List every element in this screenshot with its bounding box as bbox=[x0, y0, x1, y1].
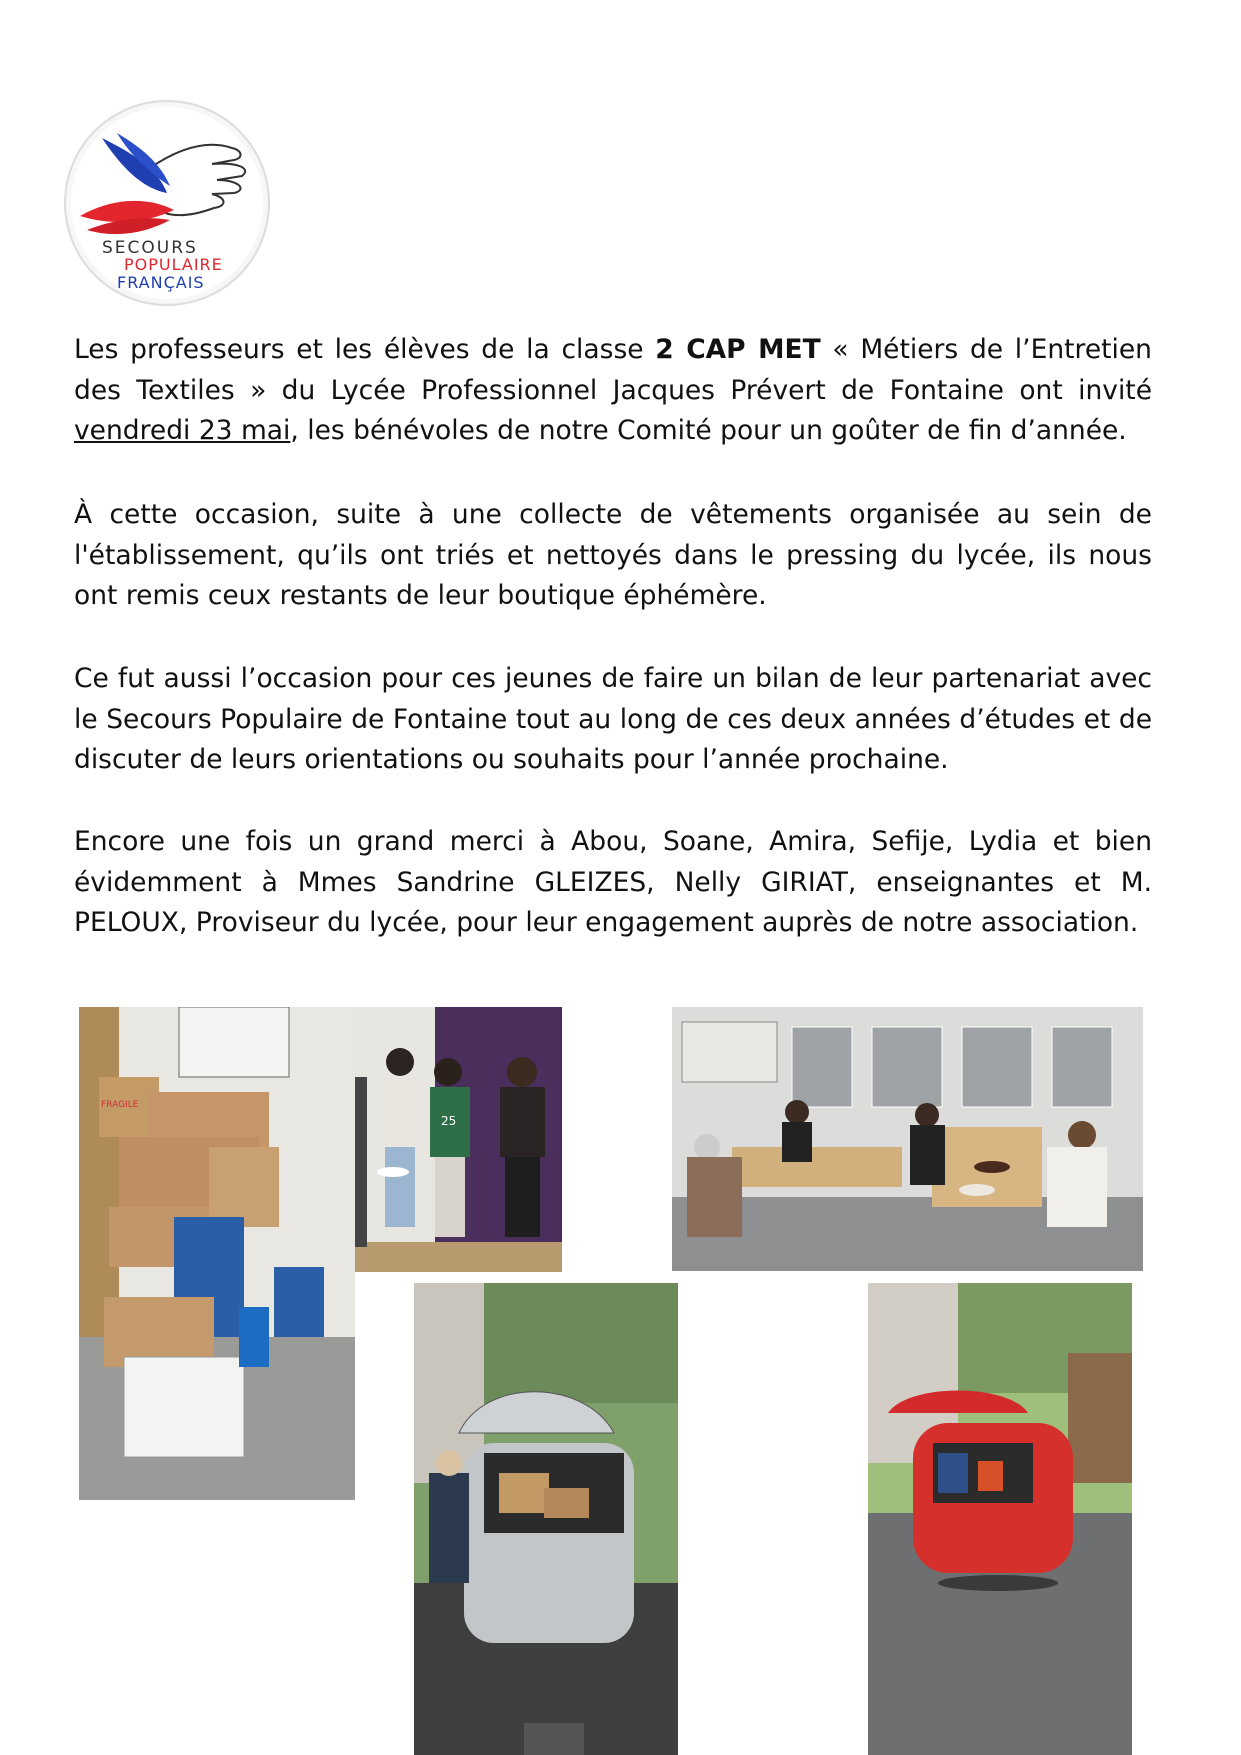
secours-populaire-logo bbox=[62, 98, 272, 308]
logo-text-secours: SECOURS bbox=[102, 238, 198, 258]
photo-collected-boxes bbox=[79, 1007, 355, 1500]
event-date: vendredi 23 mai bbox=[74, 415, 291, 446]
photo-students bbox=[355, 1007, 562, 1272]
paragraph-thanks bbox=[74, 822, 1152, 944]
logo-text-francais: FRANÇAIS bbox=[117, 273, 205, 292]
logo-text-populaire: POPULAIRE bbox=[124, 255, 223, 274]
paragraph2-text: À cette occasion, suite à une collecte de vêtements organisée au sein de l'établissement, qu’ils ont triés et nettoyés dans le pressing du lycée, ils nous ont remis ceux restants de leur boutique éphémère. bbox=[74, 499, 1152, 611]
fragile-label: FRAGILE bbox=[101, 1100, 139, 1110]
photo-silver-car-loading bbox=[414, 1283, 678, 1755]
paragraph1-part3: , les bénévoles de notre Comité pour un goûter de fin d’année. bbox=[290, 415, 1127, 446]
paragraph4-text: Encore une fois un grand merci à Abou, Soane, Amira, Sefije, Lydia et bien évidemment à Mmes Sandrine GLEIZES, Nelly GIRIAT, enseignantes et M. PELOUX, Proviseur du lycée, pour leur engagement auprès de notre association. bbox=[74, 826, 1152, 938]
paragraph-collection bbox=[74, 495, 1152, 617]
sweatshirt-number: 25 bbox=[441, 1114, 457, 1128]
photo-red-car-loading bbox=[868, 1283, 1132, 1755]
photo-classroom-snack bbox=[672, 1007, 1143, 1271]
paragraph3-text: Ce fut aussi l’occasion pour ces jeunes de faire un bilan de leur partenariat avec le Secours Populaire de Fontaine tout au long de ces deux années d’études et de discuter de leurs orientations ou souhaits pour l’année prochaine. bbox=[74, 663, 1152, 775]
paragraph1-part1: Les professeurs et les élèves de la classe bbox=[74, 334, 656, 365]
class-name: 2 CAP MET bbox=[655, 334, 821, 365]
paragraph-invitation bbox=[74, 330, 1152, 452]
paragraph1-part2: « Métiers de l’Entretien des Textiles » du Lycée Professionnel Jacques Prévert de Fontaine ont invité bbox=[74, 334, 1152, 406]
paragraph-partnership bbox=[74, 659, 1152, 781]
